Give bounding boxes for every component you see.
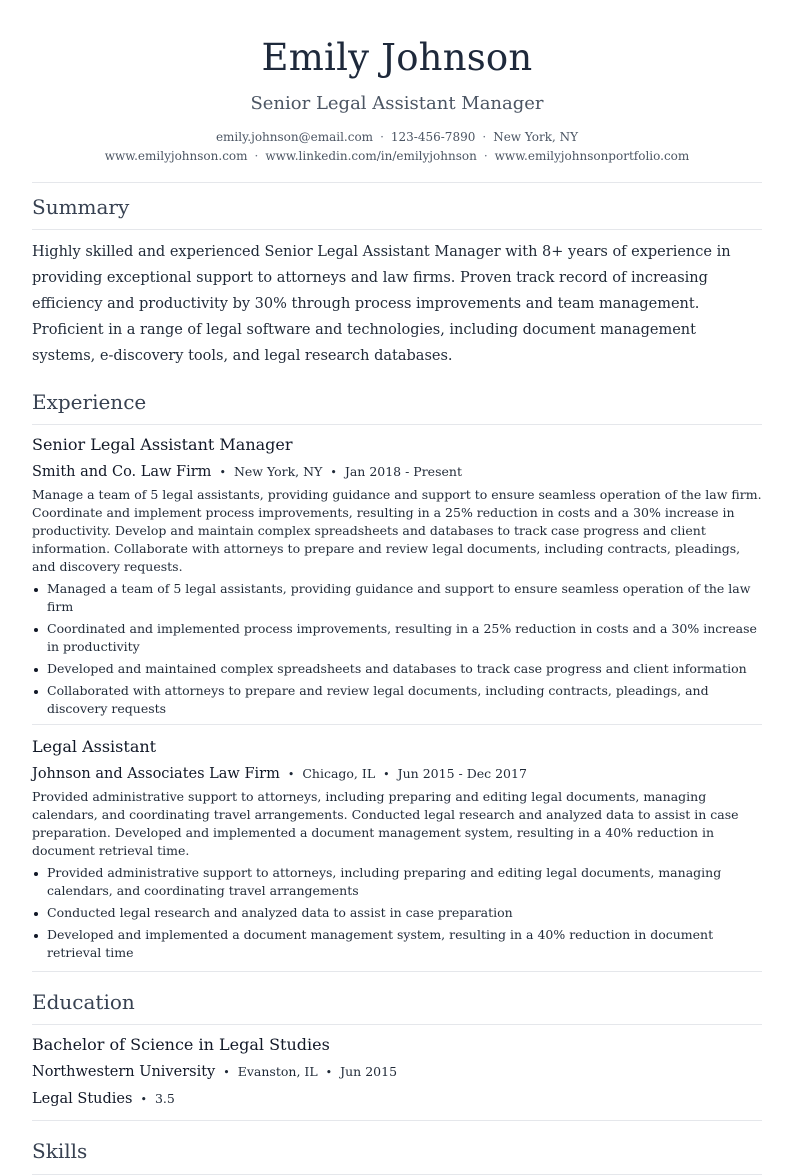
resume-page (32, 0, 762, 1163)
resume-header (32, 0, 762, 165)
header-divider (32, 182, 762, 183)
job-meta (32, 460, 762, 484)
meta-bullet: • (219, 466, 226, 479)
portfolio-link[interactable]: www.emilyjohnsonportfolio.com (494, 149, 690, 163)
candidate-name: Emily Johnson (261, 36, 533, 79)
degree-title: Bachelor of Science in Legal Studies (32, 1035, 330, 1054)
experience-entry (32, 736, 762, 962)
meta-bullet: • (287, 768, 295, 781)
experience-heading: Experience (32, 390, 147, 414)
field-of-study: Legal Studies (32, 1091, 133, 1107)
contact-separator: · (483, 149, 488, 163)
graduation-date: Jun 2015 (340, 1064, 398, 1079)
education-field-row (32, 1087, 762, 1111)
job-title: Legal Assistant (32, 737, 157, 756)
education-end-divider (32, 1120, 762, 1121)
education-divider (32, 1024, 762, 1025)
email-link[interactable]: emily.johnson@email.com (215, 130, 374, 144)
job-description: Manage a team of 5 legal assistants, providing guidance and support to ensure seamless operation of the law firm. Coordinate and implement process improvements, resulting in a 25% reduction in costs and a 30% increase in productivity. Develop and maintain complex spreadsheets and databases to track case progress and client information. Collaborate with attorneys to prepare and review legal documents, including contracts, pleadings, and discovery requests. (32, 487, 762, 574)
job-bullet: Collaborated with attorneys to prepare and review legal documents, including contracts, pleadings, and discovery requests (32, 682, 762, 718)
job-divider (32, 724, 762, 725)
summary-text: Highly skilled and experienced Senior Legal Assistant Manager with 8+ years of experience in providing exceptional support to attorneys and law firms. Proven track record of increasing efficiency and productivity by 30% through process improvements and team management. Proficient in a range of legal software and technologies, including document management systems, e-discovery tools, and legal research databases. (32, 244, 731, 364)
website-link[interactable]: www.emilyjohnson.com (104, 149, 248, 163)
job-dates: Jan 2018 - Present (344, 464, 462, 479)
contact-row-primary (32, 128, 762, 146)
job-bullet: Developed and implemented a document management system, resulting in a 40% reduction in document retrieval time (32, 926, 762, 962)
linkedin-link[interactable]: www.linkedin.com/in/emilyjohnson (265, 149, 477, 163)
job-bullet: Provided administrative support to attorneys, including preparing and editing legal documents, managing calendars, and coordinating travel arrangements (32, 864, 762, 900)
candidate-title: Senior Legal Assistant Manager (250, 93, 544, 114)
meta-bullet: • (223, 1066, 230, 1079)
summary-heading: Summary (32, 195, 130, 219)
gpa-value: 3.5 (154, 1091, 175, 1106)
job-dates: Jun 2015 - Dec 2017 (397, 766, 527, 781)
job-title: Senior Legal Assistant Manager (32, 435, 293, 454)
job-bullet: Coordinated and implemented process improvements, resulting in a 25% reduction in costs and a 30% increase in productivity (32, 620, 762, 656)
job-location: New York, NY (233, 464, 323, 479)
meta-bullet: • (383, 768, 390, 781)
skills-heading: Skills (32, 1139, 88, 1163)
job-bullet: Conducted legal research and analyzed data to assist in case preparation (32, 904, 762, 922)
job-bullet-list (32, 864, 762, 962)
contact-row-links (32, 147, 762, 165)
contact-separator: · (482, 130, 487, 144)
job-description: Provided administrative support to attorneys, including preparing and editing legal documents, managing calendars, and coordinating travel arrangements. Conducted legal research and analyzed data to assist in case preparation. Developed and implemented a document management system, resulting in a 40% reduction in document retrieval time. (32, 789, 739, 858)
school-location: Evanston, IL (237, 1064, 318, 1079)
job-location: Chicago, IL (302, 766, 376, 781)
job-meta (32, 762, 762, 786)
location-text: New York, NY (493, 130, 579, 144)
phone-number[interactable]: 123-456-7890 (390, 130, 476, 144)
job-bullet-list (32, 580, 762, 718)
company-name: Johnson and Associates Law Firm (32, 766, 280, 782)
summary-divider (32, 229, 762, 230)
company-name: Smith and Co. Law Firm (32, 464, 212, 480)
education-heading: Education (32, 990, 135, 1014)
meta-bullet: • (140, 1093, 147, 1106)
experience-entry (32, 434, 762, 718)
education-meta (32, 1060, 762, 1084)
contact-separator: · (380, 130, 384, 144)
experience-end-divider (32, 971, 762, 972)
meta-bullet: • (330, 466, 337, 479)
job-bullet: Managed a team of 5 legal assistants, providing guidance and support to ensure seamless operation of the law firm (32, 580, 762, 616)
contact-separator: · (254, 149, 259, 163)
experience-divider (32, 424, 762, 425)
meta-bullet: • (325, 1066, 333, 1079)
school-name: Northwestern University (32, 1064, 216, 1080)
job-bullet: Developed and maintained complex spreadsheets and databases to track case progress and client information (32, 660, 762, 678)
